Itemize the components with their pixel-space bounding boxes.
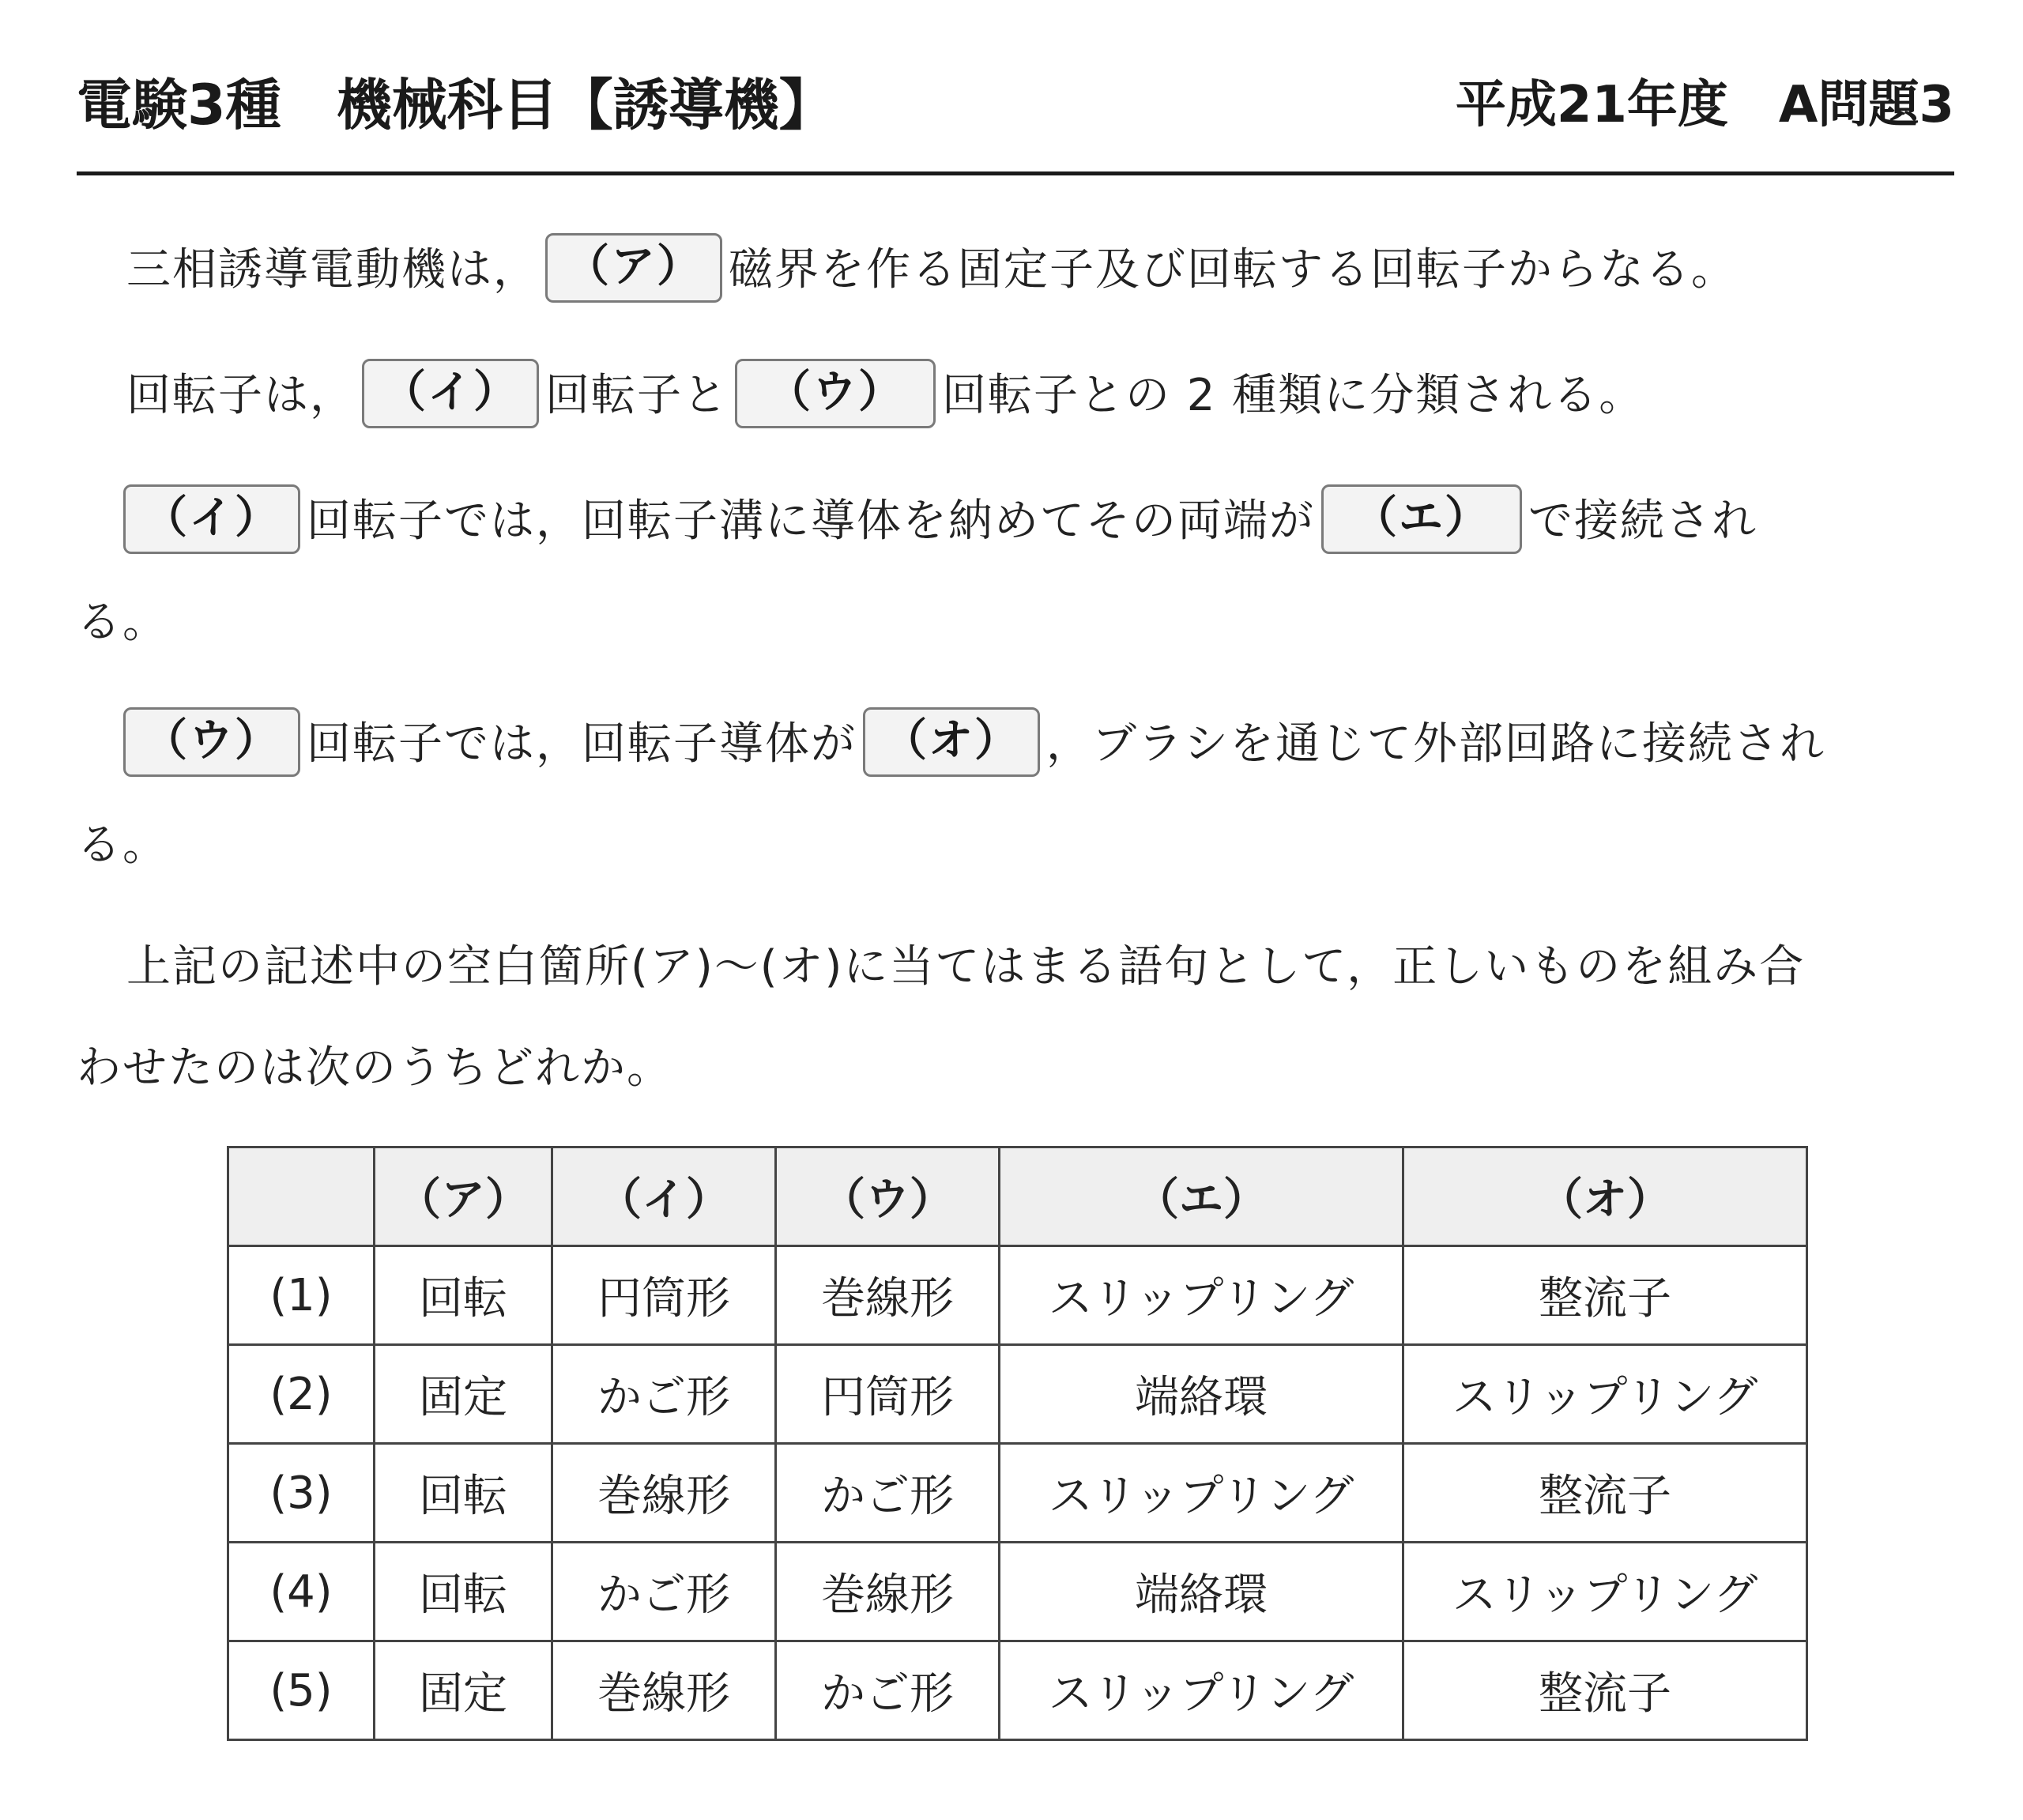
choice-number-cell: (3) bbox=[228, 1444, 375, 1543]
table-header-cell: （エ） bbox=[1000, 1147, 1403, 1246]
blank-u-box: （ウ） bbox=[123, 707, 300, 777]
table-cell: スリップリング bbox=[1000, 1444, 1403, 1543]
table-row bbox=[228, 1543, 1807, 1641]
table-cell: 整流子 bbox=[1403, 1641, 1807, 1740]
table-cell: かご形 bbox=[552, 1543, 776, 1641]
choice-number-cell: (5) bbox=[228, 1641, 375, 1740]
table-cell: 巻線形 bbox=[776, 1246, 1000, 1345]
table-header-cell: （オ） bbox=[1403, 1147, 1807, 1246]
paragraph-1 bbox=[77, 220, 1954, 321]
paragraph-2-text-end: 回転子との 2 種類に分類される。 bbox=[942, 370, 1645, 421]
table-cell: かご形 bbox=[776, 1641, 1000, 1740]
table-row bbox=[228, 1641, 1807, 1740]
page-header bbox=[77, 70, 1954, 141]
blank-i-box: （イ） bbox=[123, 484, 300, 554]
table-header-cell bbox=[228, 1147, 375, 1246]
paragraph-2-text-start: 回転子は， bbox=[126, 370, 356, 421]
table-header-row bbox=[228, 1147, 1807, 1246]
table-cell: 整流子 bbox=[1403, 1444, 1807, 1543]
table-header-cell: （ア） bbox=[375, 1147, 552, 1246]
table-cell: スリップリング bbox=[1403, 1345, 1807, 1444]
table-cell: 端絡環 bbox=[1000, 1345, 1403, 1444]
table-cell: かご形 bbox=[776, 1444, 1000, 1543]
table-row bbox=[228, 1246, 1807, 1345]
table-header-cell: （ウ） bbox=[776, 1147, 1000, 1246]
table-cell: 固定 bbox=[375, 1641, 552, 1740]
table-cell: 円筒形 bbox=[776, 1345, 1000, 1444]
instruction-line-1: 上記の記述中の空白箇所(ア)〜(オ)に当てはまる語句として，正しいものを組み合 bbox=[126, 941, 1806, 993]
table-cell: スリップリング bbox=[1000, 1246, 1403, 1345]
exam-year-label: 平成21年度 A問題3 bbox=[1455, 76, 1954, 134]
paragraph-4 bbox=[77, 694, 1954, 896]
paragraph-3-continuation: る。 bbox=[77, 597, 168, 648]
table-cell: 巻線形 bbox=[552, 1641, 776, 1740]
paragraph-1-text-start: 三相誘導電動機は， bbox=[126, 244, 539, 296]
paragraph-3 bbox=[77, 471, 1954, 673]
table-cell: 巻線形 bbox=[776, 1543, 1000, 1641]
choice-number-cell: (2) bbox=[228, 1345, 375, 1444]
table-cell: 整流子 bbox=[1403, 1246, 1807, 1345]
question-page bbox=[77, 0, 1954, 1820]
table-cell: 回転 bbox=[375, 1246, 552, 1345]
paragraph-3-text-end: で接続され bbox=[1528, 496, 1757, 547]
table-cell: かご形 bbox=[552, 1345, 776, 1444]
table-cell: 回転 bbox=[375, 1543, 552, 1641]
table-cell: スリップリング bbox=[1000, 1641, 1403, 1740]
table-cell: 端絡環 bbox=[1000, 1543, 1403, 1641]
blank-a-box: （ア） bbox=[545, 233, 722, 303]
table-cell: 固定 bbox=[375, 1345, 552, 1444]
table-row bbox=[228, 1444, 1807, 1543]
blank-i-box: （イ） bbox=[362, 359, 539, 428]
header-divider bbox=[77, 171, 1954, 175]
answer-choices-table bbox=[227, 1146, 1808, 1741]
blank-o-box: （オ） bbox=[863, 707, 1040, 777]
instruction-line-2: わせたのは次のうちどれか。 bbox=[77, 1042, 672, 1094]
paragraph-4-continuation: る。 bbox=[77, 820, 168, 871]
table-cell: 円筒形 bbox=[552, 1246, 776, 1345]
choice-number-cell: (4) bbox=[228, 1543, 375, 1641]
paragraph-4-text-middle: 回転子では，回転子導体が bbox=[307, 718, 857, 770]
paragraph-5 bbox=[77, 917, 1954, 1119]
paragraph-2-text-middle: 回転子と bbox=[545, 370, 729, 421]
table-cell: スリップリング bbox=[1403, 1543, 1807, 1641]
table-row bbox=[228, 1345, 1807, 1444]
blank-u-box: （ウ） bbox=[735, 359, 936, 428]
paragraph-1-text-end: 磁界を作る固定子及び回転する回転子からなる。 bbox=[729, 244, 1737, 296]
paragraph-4-text-end: ，ブラシを通じて外部回路に接続され bbox=[1046, 718, 1825, 770]
choice-number-cell: (1) bbox=[228, 1246, 375, 1345]
table-cell: 巻線形 bbox=[552, 1444, 776, 1543]
paragraph-3-text-middle: 回転子では，回転子溝に導体を納めてその両端が bbox=[307, 496, 1315, 547]
table-header-cell: （イ） bbox=[552, 1147, 776, 1246]
page-title: 電験3種 機械科目【誘導機】 bbox=[77, 73, 834, 138]
blank-e-box: （エ） bbox=[1321, 484, 1522, 554]
paragraph-2 bbox=[77, 345, 1954, 447]
table-cell: 回転 bbox=[375, 1444, 552, 1543]
